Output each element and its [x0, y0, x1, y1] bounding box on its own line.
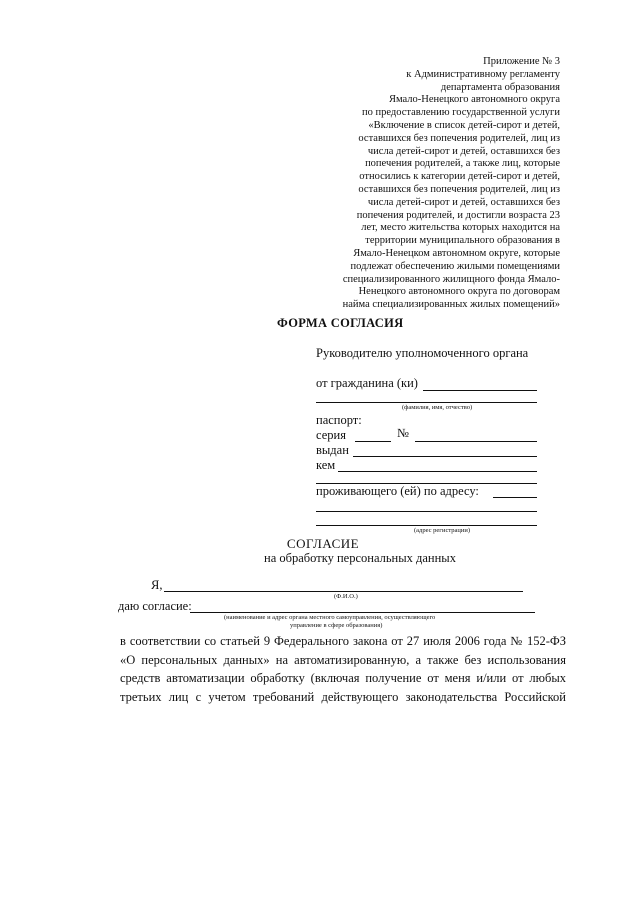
- appendix-line: территории муниципального образования в: [365, 235, 560, 247]
- appendix-line: Ямало-Ненецкого автономного округа: [388, 94, 560, 106]
- organ-hint-line-2: управление в сфере образования): [290, 622, 383, 629]
- from-citizen-label: от гражданина (ки): [316, 376, 418, 390]
- passport-label: паспорт:: [316, 413, 362, 427]
- number-label: №: [397, 426, 409, 440]
- appendix-line: числа детей-сирот и детей, оставшихся без: [367, 196, 560, 208]
- appendix-header: [260, 56, 560, 312]
- i-label: Я,: [151, 578, 163, 592]
- fio-short-hint: (Ф.И.О.): [334, 593, 358, 600]
- from-citizen-field[interactable]: [423, 390, 537, 391]
- appendix-line: попечения родителей, а также лиц, которые: [365, 158, 560, 170]
- appendix-line: относились к категории детей-сирот и детей,: [359, 171, 560, 183]
- appendix-line: оставшихся без попечения родителей, лиц из: [358, 183, 560, 195]
- consent-body-paragraph: [120, 632, 566, 706]
- organ-field[interactable]: [190, 612, 535, 613]
- address-field-line-3[interactable]: [316, 525, 537, 526]
- appendix-line: Ненецкого автономного округа по договорам: [358, 286, 560, 298]
- paragraph-line: третьих лиц с учетом требований действующего законодательства Российской: [120, 689, 566, 704]
- addressee-label: Руководителю уполномоченного органа: [316, 346, 529, 360]
- appendix-line: найма специализированных жилых помещений»: [342, 299, 560, 311]
- address-field[interactable]: [493, 497, 537, 498]
- by-whom-field[interactable]: [338, 471, 537, 472]
- series-field[interactable]: [355, 441, 391, 442]
- appendix-line: лет, место жительства которых находится на: [361, 222, 560, 234]
- i-fio-field[interactable]: [164, 591, 523, 592]
- series-label: серия: [316, 428, 346, 442]
- appendix-line: Ямало-Ненецком автономном округе, которые: [353, 247, 560, 259]
- appendix-line: попечения родителей, и достигли возраста 23: [356, 209, 560, 221]
- appendix-line: по предоставлению государственной услуги: [362, 107, 560, 119]
- appendix-line: специализированного жилищного фонда Ямало-: [342, 273, 560, 285]
- consent-subtitle: на обработку персональных данных: [264, 551, 456, 565]
- fio-hint: (фамилия, имя, отчество): [402, 404, 473, 411]
- paragraph-line: средств автоматизации обработку (включая получение от меня и/или от любых: [120, 671, 566, 685]
- paragraph-line: в соответствии со статьей 9 Федерального закона от 27 июля 2006 года № 152-ФЗ: [120, 634, 566, 648]
- appendix-line: числа детей-сирот и детей, оставшихся без: [367, 145, 560, 157]
- issued-label: выдан: [316, 443, 349, 457]
- address-hint: (адрес регистрации): [414, 527, 470, 534]
- issued-field[interactable]: [353, 456, 537, 457]
- address-field-line-2[interactable]: [316, 511, 537, 512]
- appendix-line: департамента образования: [440, 81, 560, 93]
- fio-field-line[interactable]: [316, 402, 537, 403]
- give-consent-label: даю согласие:: [118, 599, 192, 613]
- appendix-line: оставшихся без попечения родителей, лиц из: [358, 132, 560, 144]
- consent-title: СОГЛАСИЕ: [286, 536, 360, 551]
- appendix-line: подлежат обеспечению жилыми помещениями: [350, 260, 560, 272]
- by-whom-label: кем: [316, 458, 336, 472]
- residing-label: проживающего (ей) по адресу:: [316, 484, 479, 498]
- number-field[interactable]: [415, 441, 537, 442]
- appendix-line: к Административному регламенту: [406, 68, 560, 80]
- form-title: ФОРМА СОГЛАСИЯ: [277, 316, 404, 330]
- paragraph-line: «О персональных данных» на автоматизированную, а также без использования: [120, 652, 566, 667]
- organ-hint-line-1: (наименование и адрес органа местного самоуправления, осуществляющего: [224, 614, 436, 621]
- appendix-line: «Включение в список детей-сирот и детей,: [368, 119, 560, 131]
- appendix-line: Приложение № 3: [483, 56, 560, 67]
